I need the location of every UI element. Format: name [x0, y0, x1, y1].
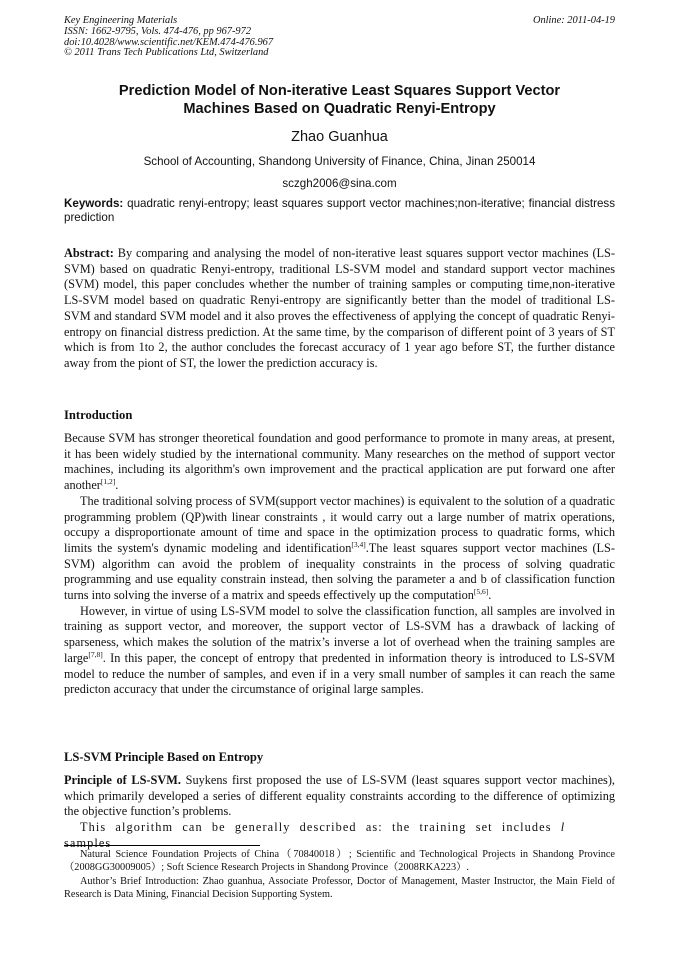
author-name: Zhao Guanhua	[291, 129, 388, 145]
keywords-label: Keywords:	[64, 197, 124, 210]
copyright-line: © 2011 Trans Tech Publications Ltd, Switzerland	[64, 47, 269, 59]
footnote-author-bio: Author’s Brief Introduction: Zhao guanhua, Associate Professor, Doctor of Management, Master Instructor, the Main Field of Research is Data Mining, Financial Decision Supporting System.	[64, 876, 615, 900]
section-heading-ls-svm-principle: LS-SVM Principle Based on Entropy	[64, 750, 264, 764]
algorithm-paragraph: This algorithm can be generally described as: the training set includes l samples	[64, 820, 566, 850]
citation-ref[interactable]: [7,8]	[88, 649, 103, 659]
footnote-divider	[64, 845, 260, 846]
intro-paragraph-1: Because SVM has stronger theoretical foundation and good performance to promote in many areas, at present, it has been widely studied by the international community. Many researches on the method of support vector machines, including its algorithm's own improvement and the practical application are put forward one after another[1,2].	[64, 431, 615, 493]
abstract-label: Abstract:	[64, 246, 114, 260]
intro-paragraph-3: However, in virtue of using LS-SVM model to solve the classification function, all samples are involved in training as support vector, and moreover, the support vector of LS-SVM has a drawback of lacking of sparseness, which makes the solution of the matrix’s inverse a lot of overhead when the training samples are large[7,8]. In this paper, the concept of entropy that predented in information theory is introduced to LS-SVM model to reduce the number of samples, and even if in a very small number of samples it can reach the same predicton accuracy that under the circumstance of original large samples.	[64, 603, 615, 697]
keywords	[64, 197, 615, 225]
citation-ref[interactable]: [5,6]	[473, 587, 489, 597]
abstract	[64, 246, 615, 372]
intro-paragraph-2: The traditional solving process of SVM(support vector machines) is equivalent to the solution of a quadratic programming problem (QP)with linear constraints , it would carry out a large number of matrix operations, occupy a disproportionate amount of time and space in the optimization process to quadratic forms, which limits the system's dynamic modeling and identification[3,4].The least squares support vector machines (LS-SVM) algorithm can avoid the problem of inequality constraints in the process of solving quadratic programming and use equality constrain instead, then solving the parameter a and b of classification function turns into solving the inverse of a matrix and speeds effectively up the computation[5,6].	[64, 493, 615, 603]
title-line-2: Machines Based on Quadratic Renyi-Entropy	[183, 100, 496, 117]
citation-ref[interactable]: [3,4]	[351, 539, 366, 549]
doi-line[interactable]: doi:10.4028/www.scientific.net/KEM.474-476.967	[64, 36, 274, 48]
online-date: Online: 2011-04-19	[532, 15, 615, 26]
principle-label: Principle of LS-SVM.	[64, 773, 181, 787]
issn-line: ISSN: 1662-9795, Vols. 474-476, pp 967-972	[64, 25, 252, 37]
keywords-text: quadratic renyi-entropy; least squares support vector machines;non-iterative; financial distress prediction	[64, 197, 615, 224]
section2-body	[64, 773, 615, 852]
variable-l: l	[560, 820, 566, 835]
footnote-funding: Natural Science Foundation Projects of China（70840018）; Scientific and Technological Projects in Shandong Province（2008GG30009005）; Soft Science Research Projects in Shandong Province（2008RKA223）.	[64, 849, 615, 873]
principle-paragraph: Principle of LS-SVM. Suykens first proposed the use of LS-SVM (least squares support vector machines), which primarily developed a series of different equality constraints according to the difference of optimizing the objective function’s problems.	[64, 773, 615, 819]
author-email[interactable]: sczgh2006@sina.com	[282, 177, 397, 190]
title-line-1: Prediction Model of Non-iterative Least Squares Support Vector	[118, 83, 561, 99]
section-heading-introduction: Introduction	[64, 408, 133, 422]
affiliation: School of Accounting, Shandong University of Finance, China, Jinan 250014	[143, 155, 536, 168]
abstract-text: By comparing and analysing the model of non-iterative least squares support vector machines (LS-SVM) based on quadratic Renyi-entropy, traditional LS-SVM model and standard support vector machines (SVM) model, this paper concludes whether the number of training samples or computing time,non-iterative LS-SVM model based on quadratic Renyi-entropy are significantly better than the model of traditional LS-SVM and standard SVM model and it also proves the effectiveness of applying the concept of quadratic Renyi-entropy on financial distress prediction. At the same time, by the comparison of different point of 3 years of ST which is from 1to 2, the author concludes the forecast accuracy of 1 year ago before ST, the further distance away from the piont of ST, the lower the prediction accuracy is.	[64, 246, 615, 370]
introduction-body	[64, 431, 615, 698]
paper-title	[64, 83, 615, 118]
footnotes	[64, 848, 615, 902]
journal-name: Key Engineering Materials	[64, 15, 178, 26]
citation-ref[interactable]: [1,2]	[100, 477, 116, 487]
journal-header	[64, 16, 615, 59]
